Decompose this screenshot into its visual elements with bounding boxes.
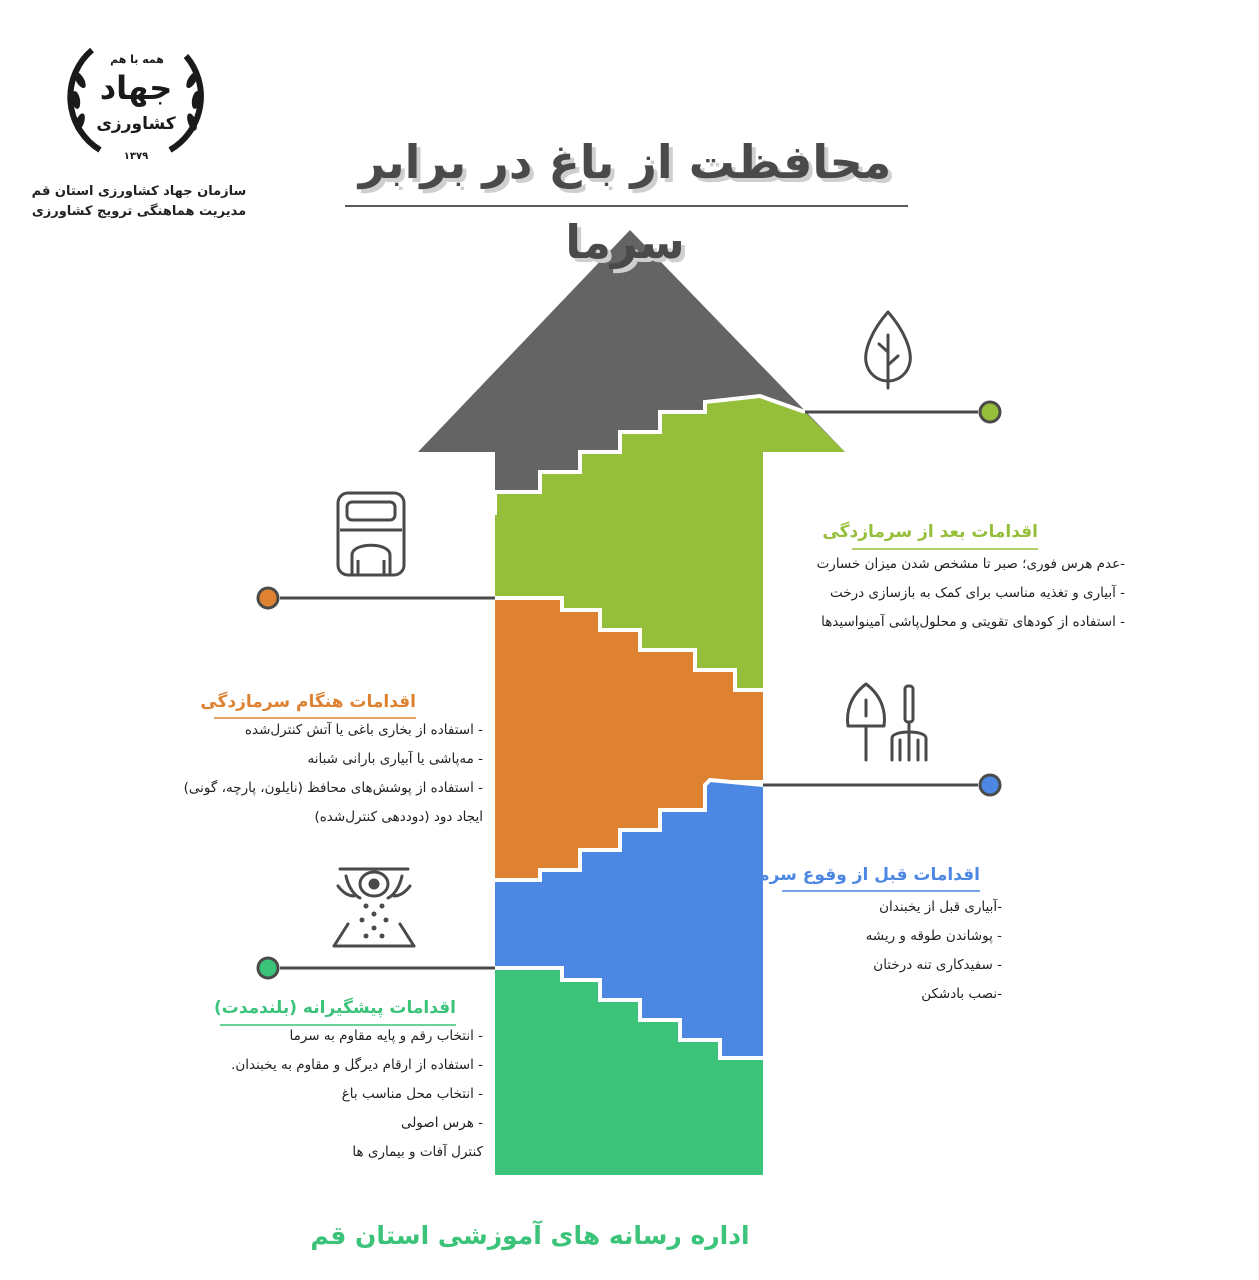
logo-year: ۱۳۷۹ [123, 151, 149, 162]
section-title-preventive: اقدامات پیشگیرانه (بلندمدت) [213, 998, 456, 1018]
organization-block [20, 182, 258, 222]
list-item: - سفیدکاری تنه درختان [873, 957, 1002, 973]
dot-after [980, 402, 1000, 422]
list-item: - پوشاندن طوقه و ریشه [865, 928, 1002, 944]
list-item: - استفاده از بخاری باغی یا آتش کنترل‌شده [244, 722, 483, 738]
organization-line1: سازمان جهاد کشاورزی استان قم [31, 184, 247, 199]
list-item: - هرس اصولی [400, 1115, 483, 1131]
list-item: - آبیاری و تغذیه مناسب برای کمک به بازسازی درخت [830, 585, 1125, 601]
list-item: -نصب بادشکن [921, 986, 1002, 1002]
section-list-after [817, 550, 1125, 637]
garden-tools-icon [848, 684, 926, 760]
list-item: -عدم هرس فوری؛ صبر تا مشخص شدن میزان خسارت [816, 556, 1125, 572]
footer-credit: اداره رسانه های آموزشی استان قم [310, 1221, 750, 1250]
list-item: - مه‌پاشی یا آبیاری بارانی شبانه [307, 751, 483, 767]
section-title-before: اقدامات قبل از وقوع سرما [752, 865, 980, 885]
organization-line2: مدیریت هماهنگی ترویج کشاورزی [31, 204, 247, 219]
list-item: کنترل آفات و بیماری ها [352, 1144, 483, 1160]
dot-before [980, 775, 1000, 795]
connector-during [258, 588, 495, 608]
section-title-after: اقدامات بعد از سرمازدگی [822, 522, 1038, 542]
list-item: - استفاده از ارقام دیرگل و مقاوم به یخبندان. [231, 1057, 483, 1073]
page-title: محافظت از باغ در برابر سرما [358, 135, 892, 269]
seed-drone-icon [334, 869, 414, 946]
section-list-before [866, 893, 1002, 1009]
list-item: - انتخاب محل مناسب باغ [341, 1086, 483, 1102]
logo-name-line1: جهاد [99, 69, 173, 107]
list-item: - استفاده از پوشش‌های محافظ (نایلون، پارچه، گونی) [183, 780, 483, 796]
dot-during [258, 588, 278, 608]
list-item: - استفاده از کودهای تقویتی و محلول‌پاشی آمینواسیدها [821, 614, 1125, 630]
section-list-during [184, 716, 483, 832]
connector-preventive [258, 958, 495, 978]
logo-slogan: همه با هم [110, 53, 164, 66]
list-item: -آبیاری قبل از یخبندان [879, 899, 1002, 915]
connector-before [763, 775, 1000, 795]
list-item: ایجاد دود (دوددهی کنترل‌شده) [314, 809, 483, 825]
connector-after [805, 402, 1000, 422]
list-item: - انتخاب رقم و پایه مقاوم به سرما [289, 1028, 483, 1044]
section-title-during: اقدامات هنگام سرمازدگی [200, 692, 416, 712]
section-list-preventive [231, 1022, 483, 1167]
heater-icon [338, 493, 404, 575]
dot-preventive [258, 958, 278, 978]
tree-icon [866, 312, 911, 388]
logo-name-line2: کشاورزی [96, 114, 176, 134]
